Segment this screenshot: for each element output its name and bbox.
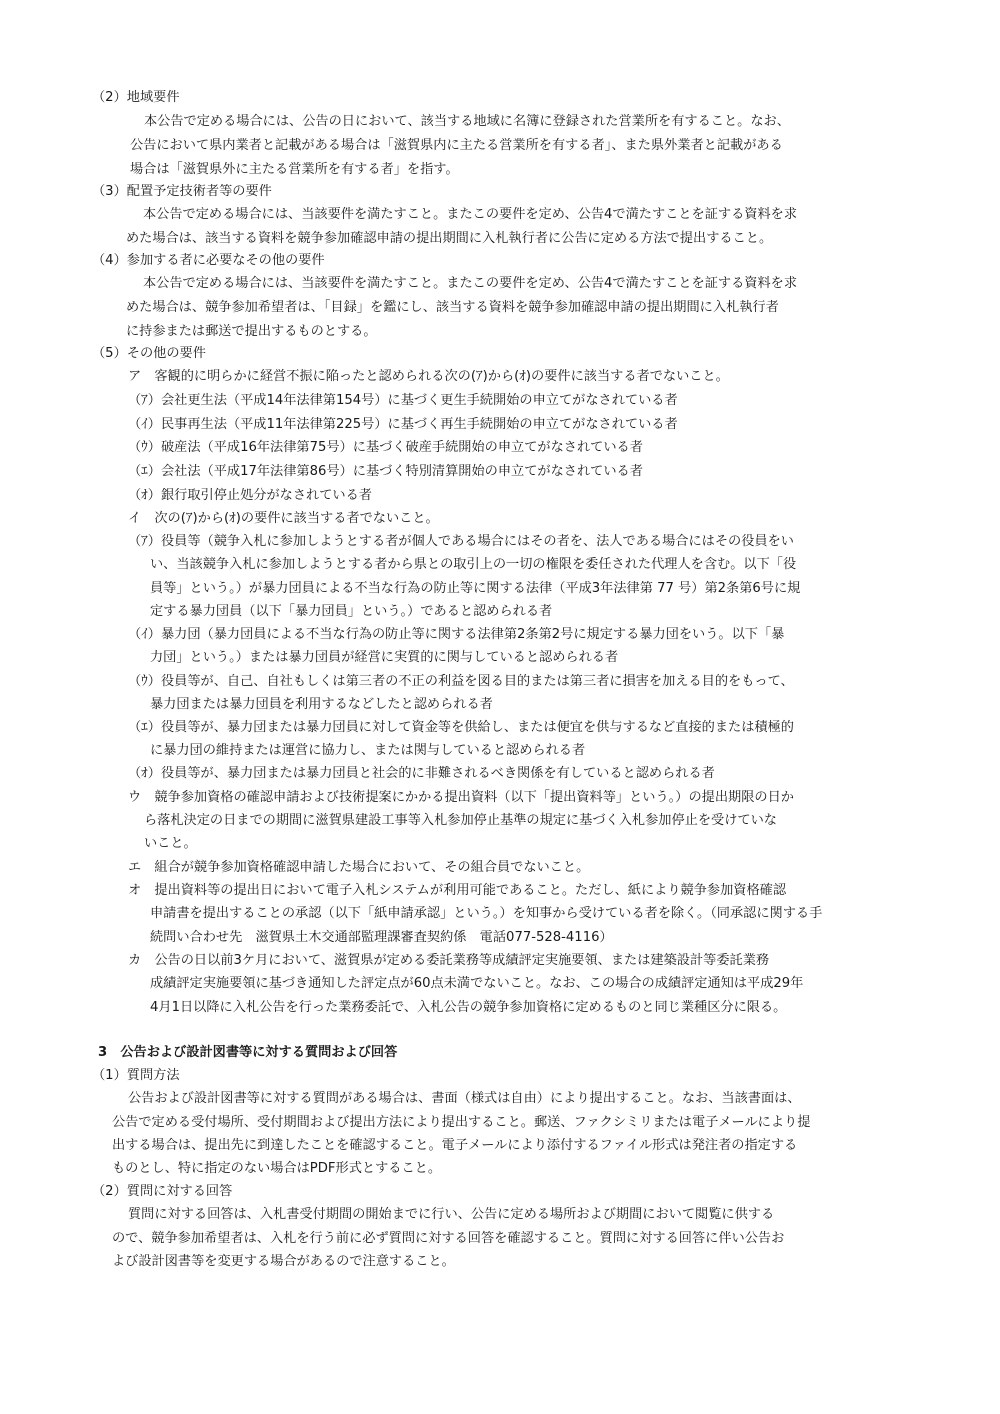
paragraph-line: 定する暴力団員（以下「暴力団員」という。）であると認められる者: [150, 604, 553, 619]
paragraph-line: に暴力団の維持または運営に協力し、または関与していると認められる者: [150, 743, 586, 758]
paragraph-line: 出する場合は、提出先に到達したことを確認すること。電子メールにより添付するファイル形式は発注者の指定する: [112, 1138, 798, 1153]
paragraph-line: ものとし、特に指定のない場合はPDF形式とすること。: [112, 1161, 442, 1176]
paragraph-line: 続問い合わせ先 滋賀県土木交通部監理課審査契約係 電話077-528-4116）: [150, 930, 613, 945]
list-item: （ｱ）役員等（競争入札に参加しようとする者が個人である場合にはその者を、法人である場合にはその役員をい: [128, 534, 794, 549]
subheading-other-requirements: （4）参加する者に必要なその他の要件: [92, 253, 325, 268]
list-item: ア 客観的に明らかに経営不振に陥ったと認められる次の(ｱ)から(ｵ)の要件に該当する者でないこと。: [128, 369, 729, 384]
paragraph-line: 本公告で定める場合には、当該要件を満たすこと。またこの要件を定め、公告4で満たすことを証する資料を求: [143, 276, 798, 291]
paragraph-line: 本公告で定める場合には、公告の日において、該当する地域に名簿に登録された営業所を有すること。なお、: [144, 114, 790, 129]
list-item: （ｲ）民事再生法（平成11年法律第225号）に基づく再生手続開始の申立てがなされている者: [128, 417, 678, 432]
paragraph-line: よび設計図書等を変更する場合があるので注意すること。: [112, 1254, 455, 1269]
paragraph-line: ら落札決定の日までの期間に滋賀県建設工事等入札参加停止基準の規定に基づく入札参加停止を受けていな: [144, 813, 777, 828]
paragraph-line: 公告において県内業者と記載がある場合は「滋賀県内に主たる営業所を有する者」、また県外業者と記載がある: [130, 138, 783, 153]
list-item: オ 提出資料等の提出日において電子入札システムが利用可能であること。ただし、紙により競争参加資格確認: [128, 883, 787, 898]
list-item: （ｴ）役員等が、暴力団または暴力団員に対して資金等を供給し、または便宜を供与するなど直接的または積極的: [128, 720, 794, 735]
paragraph-line: めた場合は、競争参加希望者は、「目録」を鑑にし、該当する資料を競争参加確認申請の提出期間に入札執行者: [126, 300, 779, 315]
paragraph-line: に持参または郵送で提出するものとする。: [126, 324, 377, 339]
paragraph-line: 質問に対する回答は、入札書受付期間の開始までに行い、公告に定める場所および期間において閲覧に供する: [128, 1207, 775, 1222]
list-item: （ｱ）会社更生法（平成14年法律第154号）に基づく更生手続開始の申立てがなされている者: [128, 393, 678, 408]
list-item: （ｴ）会社法（平成17年法律第86号）に基づく特別清算開始の申立てがなされている者: [128, 464, 643, 479]
list-item: （ｳ）破産法（平成16年法律第75号）に基づく破産手続開始の申立てがなされている者: [128, 440, 643, 455]
paragraph-line: 公告および設計図書等に対する質問がある場合は、書面（様式は自由）により提出すること。なお、当該書面は、: [128, 1091, 801, 1106]
section-heading: 3 公告および設計図書等に対する質問および回答: [98, 1045, 398, 1060]
paragraph-line: 員等」という。）が暴力団員による不当な行為の防止等に関する法律（平成3年法律第 77 号）第2条第6号に規: [150, 581, 801, 596]
paragraph-line: めた場合は、該当する資料を競争参加確認申請の提出期間に入札執行者に公告に定める方法で提出すること。: [126, 231, 773, 246]
list-item: （ｵ）銀行取引停止処分がなされている者: [128, 488, 372, 503]
list-item: ウ 競争参加資格の確認申請および技術提案にかかる提出資料（以下「提出資料等」という。）の提出期限の日か: [128, 790, 794, 805]
paragraph-line: 力団」という。）または暴力団員が経営に実質的に関与していると認められる者: [150, 650, 619, 665]
list-item: （ｳ）役員等が、自己、自社もしくは第三者の不正の利益を図る目的または第三者に損害を加える目的をもって、: [128, 674, 794, 689]
paragraph-line: 成績評定実施要領に基づき通知した評定点が60点未満でないこと。なお、この場合の成績評定通知は平成29年: [150, 976, 804, 991]
paragraph-line: 本公告で定める場合には、当該要件を満たすこと。またこの要件を定め、公告4で満たすことを証する資料を求: [143, 207, 798, 222]
paragraph-line: 申請書を提出することの承認（以下「紙申請承認」という。）を知事から受けている者を除く。（同承認に関する手: [150, 906, 823, 921]
paragraph-line: いこと。: [144, 836, 197, 851]
paragraph-line: い、当該競争入札に参加しようとする者から県との取引上の一切の権限を委任された代理人を含む。以下「役: [150, 557, 797, 572]
paragraph-line: 4月1日以降に入札公告を行った業務委託で、入札公告の競争参加資格に定めるものと同じ業種区分に限る。: [150, 1000, 787, 1015]
list-item: （ｵ）役員等が、暴力団または暴力団員と社会的に非難されるべき関係を有していると認められる者: [128, 766, 715, 781]
list-item: エ 組合が競争参加資格確認申請した場合において、その組合員でないこと。: [128, 860, 590, 875]
paragraph-line: 公告で定める受付場所、受付期間および提出方法により提出すること。郵送、ファクシミリまたは電子メールにより提: [112, 1115, 811, 1130]
paragraph-line: 場合は「滋賀県外に主たる営業所を有する者」を指す。: [130, 162, 459, 177]
list-item: （ｲ）暴力団（暴力団員による不当な行為の防止等に関する法律第2条第2号に規定する暴力団をいう。以下「暴: [128, 627, 785, 642]
subheading-engineer: （3）配置予定技術者等の要件: [92, 184, 272, 199]
subheading-misc: （5）その他の要件: [92, 346, 206, 361]
subheading-regional: （2）地域要件: [92, 90, 180, 105]
list-item: カ 公告の日以前3ケ月において、滋賀県が定める委託業務等成績評定実施要領、または建築設計等委託業務: [128, 953, 770, 968]
list-item: イ 次の(ｱ)から(ｵ)の要件に該当する者でないこと。: [128, 511, 439, 526]
subheading-answers: （2）質問に対する回答: [92, 1184, 233, 1199]
subheading-question-method: （1）質問方法: [92, 1068, 180, 1083]
paragraph-line: ので、競争参加希望者は、入札を行う前に必ず質問に対する回答を確認すること。質問に対する回答に伴い公告お: [112, 1231, 785, 1246]
paragraph-line: 暴力団または暴力団員を利用するなどしたと認められる者: [150, 697, 493, 712]
